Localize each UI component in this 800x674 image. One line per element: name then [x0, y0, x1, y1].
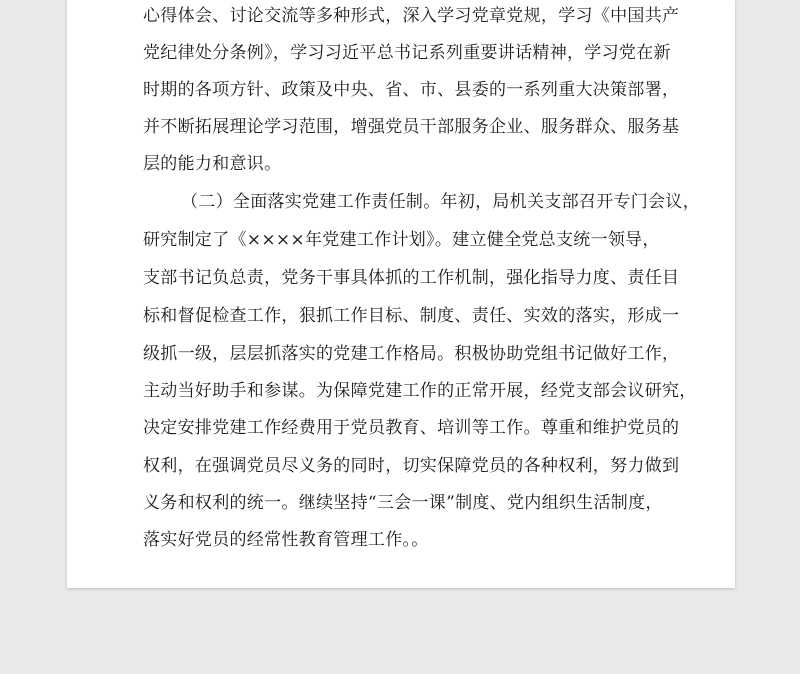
paragraph-1-line-1: 心得体会、讨论交流等多种形式，深入学习党章党规，学习《中国共产	[143, 6, 680, 26]
document-page	[67, 0, 735, 588]
paragraph-2-line-6: 主动当好助手和参谋。为保障党建工作的正常开展，经党支部会议研究，	[143, 381, 697, 401]
paragraph-2-line-4: 标和督促检查工作，狠抓工作目标、制度、责任、实效的落实，形成一	[143, 306, 680, 326]
paragraph-2-line-10: 落实好党员的经常性教育管理工作。。	[143, 530, 429, 550]
paragraph-2-line-1: （二）全面落实党建工作责任制。年初，局机关支部召开专门会议，	[181, 192, 700, 212]
paragraph-2-line-7: 决定安排党建工作经费用于党员教育、培训等工作。尊重和维护党员的	[143, 418, 680, 438]
paragraph-2-line-2: 研究制定了《××××年党建工作计划》。建立健全党总支统一领导，	[143, 230, 660, 250]
paragraph-1-line-4: 并不断拓展理论学习范围，增强党员干部服务企业、服务群众、服务基	[143, 117, 680, 137]
paragraph-1-line-3: 时期的各项方针、政策及中央、省、市、县委的一系列重大决策部署，	[143, 80, 680, 100]
paragraph-2-line-9: 义务和权利的统一。继续坚持“三会一课”制度、党内组织生活制度，	[143, 493, 663, 513]
paragraph-1-line-2: 党纪律处分条例》，学习习近平总书记系列重要讲话精神，学习党在新	[143, 43, 671, 63]
paragraph-2-line-3: 支部书记负总责，党务干事具体抓的工作机制，强化指导力度、责任目	[143, 268, 680, 288]
paragraph-2-line-8: 权利，在强调党员尽义务的同时，切实保障党员的各种权利，努力做到	[143, 456, 680, 476]
paragraph-2-line-5: 级抓一级，层层抓落实的党建工作格局。积极协助党组书记做好工作，	[143, 344, 680, 364]
paragraph-1-line-5: 层的能力和意识。	[143, 154, 282, 174]
